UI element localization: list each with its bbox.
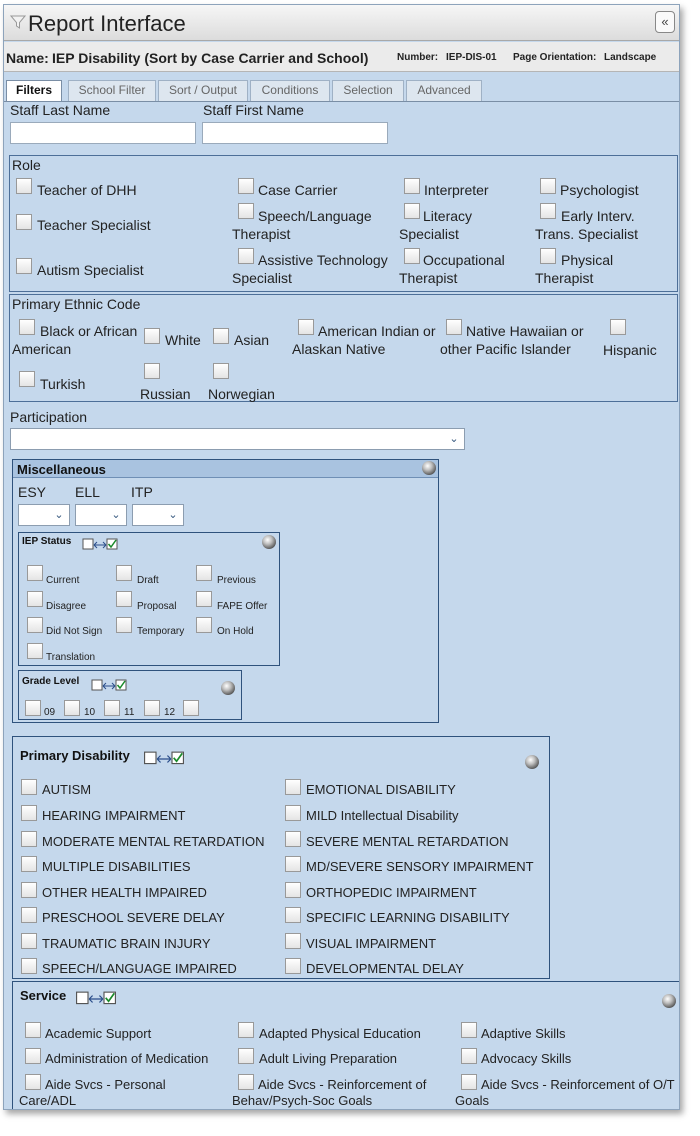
iep-status-panel	[18, 532, 280, 666]
iep-previous-label: Previous	[217, 575, 256, 586]
disability-developmental-checkbox[interactable]	[285, 958, 301, 974]
grade-level-title: Grade Level	[22, 676, 80, 687]
ell-dropdown[interactable]	[75, 504, 127, 526]
collapse-sidebar-button[interactable]: «	[655, 11, 675, 33]
iep-did-not-sign-checkbox[interactable]	[27, 617, 43, 633]
service-advocacy-skills-checkbox[interactable]	[461, 1048, 477, 1064]
disability-moderate-mr-label: MODERATE MENTAL RETARDATION	[42, 834, 265, 849]
grade-other-checkbox[interactable]	[183, 700, 199, 716]
chevron-down-icon: ⌄	[449, 433, 459, 445]
participation-dropdown[interactable]	[10, 428, 465, 450]
disability-other-health-checkbox[interactable]	[21, 882, 37, 898]
disability-hearing-label: HEARING IMPAIRMENT	[42, 808, 186, 823]
iep-on-hold-checkbox[interactable]	[196, 617, 212, 633]
disability-other-health-label: OTHER HEALTH IMPAIRED	[42, 885, 207, 900]
iep-fape-offer-checkbox[interactable]	[196, 591, 212, 607]
role-teacher-specialist-label: Teacher Specialist	[37, 217, 151, 233]
ethnic-turkish-checkbox[interactable]	[19, 371, 35, 387]
disability-md-severe-sensory-label: MD/SEVERE SENSORY IMPAIRMENT	[306, 859, 534, 874]
disability-speech-language-checkbox[interactable]	[21, 958, 37, 974]
disability-tbi-checkbox[interactable]	[21, 933, 37, 949]
disability-tbi-label: TRAUMATIC BRAIN INJURY	[42, 936, 211, 951]
name-label: Name:	[6, 50, 49, 66]
service-aide-behav-label: Aide Svcs - Reinforcement of Behav/Psych-Soc Goals	[232, 1077, 427, 1108]
iep-status-title: IEP Status	[22, 536, 72, 547]
grade-10-label: 10	[84, 707, 96, 718]
report-number: IEP-DIS-01	[446, 52, 497, 63]
grade-09-label: 09	[44, 707, 56, 718]
disability-mild-intellectual-checkbox[interactable]	[285, 805, 301, 821]
disability-visual-checkbox[interactable]	[285, 933, 301, 949]
collapse-panel-icon[interactable]	[262, 535, 276, 549]
disability-autism-label: AUTISM	[42, 782, 92, 797]
iep-translation-checkbox[interactable]	[27, 643, 43, 659]
tab-sort-output[interactable]: Sort / Output	[158, 80, 248, 101]
chevron-down-icon: ⌄	[111, 509, 121, 521]
service-adapted-pe-checkbox[interactable]	[238, 1022, 254, 1038]
role-teacher-dhh-checkbox[interactable]	[16, 178, 32, 194]
iep-on-hold-label: On Hold	[217, 626, 254, 637]
role-speech-language-label: Speech/Language Therapist	[232, 208, 372, 242]
ethnic-russian-checkbox[interactable]	[144, 363, 160, 379]
iep-proposal-checkbox[interactable]	[116, 591, 132, 607]
disability-speech-language-label: SPEECH/LANGUAGE IMPAIRED	[42, 961, 237, 976]
ethnic-hispanic-label: Hispanic	[603, 342, 657, 358]
primary-disability-title: Primary Disability	[20, 748, 130, 763]
role-autism-specialist-label: Autism Specialist	[37, 262, 144, 278]
service-adaptive-skills-checkbox[interactable]	[461, 1022, 477, 1038]
window-title: Report Interface	[28, 11, 186, 36]
report-interface-window	[3, 4, 680, 1110]
role-early-interv-label: Early Interv. Trans. Specialist	[535, 208, 638, 242]
itp-dropdown[interactable]	[132, 504, 184, 526]
disability-emotional-label: EMOTIONAL DISABILITY	[306, 782, 456, 797]
iep-disagree-checkbox[interactable]	[27, 591, 43, 607]
disability-specific-learning-label: SPECIFIC LEARNING DISABILITY	[306, 910, 510, 925]
disability-md-severe-sensory-checkbox[interactable]	[285, 856, 301, 872]
role-physical-therapist-label: Physical Therapist	[535, 252, 614, 286]
disability-developmental-label: DEVELOPMENTAL DELAY	[306, 961, 464, 976]
collapse-panel-icon[interactable]	[422, 461, 436, 475]
grade-11-checkbox[interactable]	[104, 700, 120, 716]
service-aide-personal-care-label: Aide Svcs - Personal Care/ADL	[19, 1077, 166, 1108]
primary-disability-panel	[12, 736, 550, 979]
disability-visual-label: VISUAL IMPAIRMENT	[306, 936, 437, 951]
chevron-down-icon: ⌄	[168, 509, 178, 521]
service-academic-support-checkbox[interactable]	[25, 1022, 41, 1038]
miscellaneous-panel	[12, 459, 439, 723]
participation-label: Participation	[10, 409, 88, 425]
ethnic-asian-label: Asian	[234, 332, 270, 348]
disability-hearing-checkbox[interactable]	[21, 805, 37, 821]
ethnic-code-fieldset	[9, 294, 678, 402]
disability-severe-mr-label: SEVERE MENTAL RETARDATION	[306, 834, 509, 849]
disability-preschool-label: PRESCHOOL SEVERE DELAY	[42, 910, 225, 925]
toggle-select-all-icon[interactable]	[75, 991, 117, 1007]
role-teacher-dhh-label: Teacher of DHH	[37, 182, 137, 198]
collapse-panel-icon[interactable]	[221, 681, 235, 695]
miscellaneous-header	[13, 460, 438, 478]
role-teacher-specialist-checkbox[interactable]	[16, 214, 32, 230]
toggle-select-all-icon[interactable]	[82, 538, 118, 552]
role-legend: Role	[12, 157, 41, 173]
miscellaneous-title: Miscellaneous	[17, 462, 106, 477]
ethnic-asian-checkbox[interactable]	[213, 328, 229, 344]
service-administration-medication-checkbox[interactable]	[25, 1048, 41, 1064]
grade-12-checkbox[interactable]	[144, 700, 160, 716]
ethnic-code-legend: Primary Ethnic Code	[12, 296, 141, 312]
ethnic-norwegian-checkbox[interactable]	[213, 363, 229, 379]
service-adult-living-checkbox[interactable]	[238, 1048, 254, 1064]
esy-label: ESY	[18, 484, 47, 500]
role-interpreter-label: Interpreter	[424, 182, 489, 198]
staff-first-name-label: Staff First Name	[203, 102, 304, 118]
tab-filters[interactable]: Filters	[6, 80, 62, 102]
disability-orthopedic-checkbox[interactable]	[285, 882, 301, 898]
orientation-value: Landscape	[604, 52, 657, 63]
staff-first-name-input[interactable]	[202, 122, 388, 144]
disability-moderate-mr-checkbox[interactable]	[21, 831, 37, 847]
service-adapted-pe-label: Adapted Physical Education	[259, 1026, 421, 1041]
iep-previous-checkbox[interactable]	[196, 565, 212, 581]
role-autism-specialist-checkbox[interactable]	[16, 258, 32, 274]
role-assistive-tech-label: Assistive Technology Specialist	[232, 252, 388, 286]
toggle-select-all-icon[interactable]	[143, 751, 185, 767]
filter-funnel-icon	[10, 14, 26, 30]
role-case-carrier-checkbox[interactable]	[238, 178, 254, 194]
staff-last-name-input[interactable]	[10, 122, 196, 144]
report-info-bar	[4, 42, 679, 72]
ethnic-black-label: Black or African American	[12, 323, 138, 357]
role-literacy-specialist-label: Literacy Specialist	[399, 208, 473, 242]
service-administration-medication-label: Administration of Medication	[45, 1051, 209, 1066]
disability-autism-checkbox[interactable]	[21, 779, 37, 795]
iep-did-not-sign-label: Did Not Sign	[46, 626, 103, 637]
iep-fape-offer-label: FAPE Offer	[217, 601, 268, 612]
number-label: Number:	[397, 52, 439, 63]
service-advocacy-skills-label: Advocacy Skills	[481, 1051, 572, 1066]
disability-multiple-checkbox[interactable]	[21, 856, 37, 872]
grade-09-checkbox[interactable]	[25, 700, 41, 716]
role-interpreter-checkbox[interactable]	[404, 178, 420, 194]
role-fieldset	[9, 155, 678, 292]
iep-translation-label: Translation	[46, 652, 96, 663]
ethnic-american-indian-label: American Indian or Alaskan Native	[292, 323, 436, 357]
disability-multiple-label: MULTIPLE DISABILITIES	[42, 859, 191, 874]
collapse-panel-icon[interactable]	[662, 994, 676, 1008]
staff-last-name-label: Staff Last Name	[10, 102, 111, 118]
esy-dropdown[interactable]	[18, 504, 70, 526]
tab-school-filter[interactable]: School Filter	[68, 80, 156, 101]
grade-level-panel	[18, 670, 242, 720]
role-case-carrier-label: Case Carrier	[258, 182, 338, 198]
iep-proposal-label: Proposal	[137, 601, 177, 612]
grade-11-label: 11	[124, 707, 135, 718]
service-adult-living-label: Adult Living Preparation	[259, 1051, 398, 1066]
chevron-down-icon: ⌄	[54, 509, 64, 521]
role-psychologist-checkbox[interactable]	[540, 178, 556, 194]
service-adaptive-skills-label: Adaptive Skills	[481, 1026, 566, 1041]
service-panel	[12, 981, 680, 1110]
disability-specific-learning-checkbox[interactable]	[285, 907, 301, 923]
collapse-panel-icon[interactable]	[525, 755, 539, 769]
orientation-label: Page Orientation:	[513, 52, 597, 63]
iep-current-label: Current	[46, 575, 80, 586]
tab-selection[interactable]: Selection	[332, 80, 404, 101]
iep-temporary-checkbox[interactable]	[116, 617, 132, 633]
ethnic-white-label: White	[165, 332, 201, 348]
disability-emotional-checkbox[interactable]	[285, 779, 301, 795]
ethnic-white-checkbox[interactable]	[144, 328, 160, 344]
service-academic-support-label: Academic Support	[45, 1026, 152, 1041]
disability-preschool-checkbox[interactable]	[21, 907, 37, 923]
ethnic-russian-label: Russian	[140, 386, 191, 402]
service-aide-ot-label: Aide Svcs - Reinforcement of O/T Goals	[455, 1077, 675, 1108]
grade-12-label: 12	[164, 707, 176, 718]
iep-temporary-label: Temporary	[137, 626, 185, 637]
toggle-select-all-icon[interactable]	[91, 679, 127, 693]
iep-draft-checkbox[interactable]	[116, 565, 132, 581]
ell-label: ELL	[75, 484, 100, 500]
ethnic-native-hawaiian-label: Native Hawaiian or other Pacific Islander	[440, 323, 584, 357]
disability-severe-mr-checkbox[interactable]	[285, 831, 301, 847]
ethnic-turkish-label: Turkish	[40, 376, 86, 392]
ethnic-norwegian-label: Norwegian	[208, 386, 275, 402]
role-occupational-label: Occupational Therapist	[399, 252, 505, 286]
grade-10-checkbox[interactable]	[64, 700, 80, 716]
service-title: Service	[20, 988, 67, 1003]
iep-disagree-label: Disagree	[46, 601, 87, 612]
title-bar	[4, 5, 679, 41]
tab-advanced[interactable]: Advanced	[406, 80, 482, 101]
iep-draft-label: Draft	[137, 575, 159, 586]
ethnic-hispanic-checkbox[interactable]	[610, 319, 626, 335]
disability-orthopedic-label: ORTHOPEDIC IMPAIRMENT	[306, 885, 477, 900]
disability-mild-intellectual-label: MILD Intellectual Disability	[306, 808, 459, 823]
tab-conditions[interactable]: Conditions	[250, 80, 330, 101]
iep-current-checkbox[interactable]	[27, 565, 43, 581]
role-psychologist-label: Psychologist	[560, 182, 639, 198]
report-name: IEP Disability (Sort by Case Carrier and School)	[52, 50, 369, 66]
itp-label: ITP	[131, 484, 153, 500]
